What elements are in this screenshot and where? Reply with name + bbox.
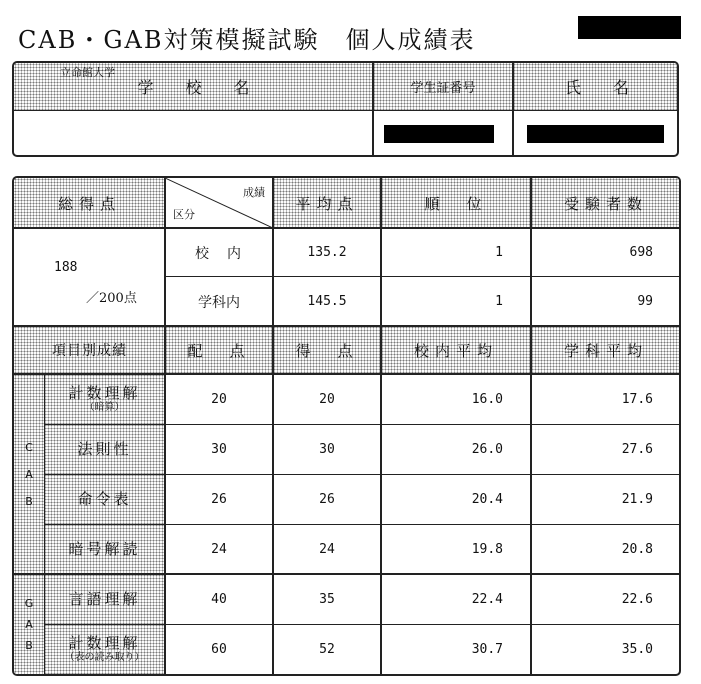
grid-line	[380, 178, 382, 674]
allot-value-text: 30	[211, 441, 227, 457]
dept-avg-value-text: 20.8	[621, 541, 653, 557]
rank-header-label: 順 位	[424, 194, 488, 213]
diag-header	[165, 178, 273, 228]
dept-avg-value-text: 17.6	[621, 391, 653, 407]
school-avg-value-text: 30.7	[471, 641, 503, 657]
grid-line	[165, 276, 681, 277]
allot-value	[165, 524, 273, 574]
school-avg-value	[381, 624, 531, 674]
redacted-name	[527, 125, 664, 143]
item-sub-label: （表の読み取り）	[64, 651, 145, 663]
item-name-label: 法則性	[77, 439, 132, 458]
grid-line	[14, 325, 681, 327]
school-value: 立命館大学	[60, 66, 115, 79]
examinees-school	[531, 228, 681, 277]
school-avg-header-label: 校内平均	[413, 341, 498, 360]
allot-header	[165, 326, 273, 374]
cab-group-label	[14, 374, 44, 574]
grid-line	[14, 573, 681, 575]
allot-value-text: 20	[211, 391, 227, 407]
school-avg-value	[381, 574, 531, 624]
allot-value	[165, 624, 273, 674]
item-name	[44, 424, 165, 474]
examinees-header	[531, 178, 681, 228]
avg-school	[273, 228, 381, 277]
score-value-text: 35	[319, 591, 335, 607]
dept-avg-value	[531, 424, 681, 474]
allot-value-text: 40	[211, 591, 227, 607]
total-score-header	[14, 178, 165, 228]
dept-avg-value	[531, 624, 681, 674]
school-avg-value-text: 19.8	[471, 541, 503, 557]
item-name-label: 言語理解	[68, 589, 141, 608]
allot-value-text: 26	[211, 491, 227, 507]
item-sub-label: （暗算）	[84, 401, 125, 413]
allot-value	[165, 374, 273, 424]
item-header	[14, 326, 165, 374]
cab-letter-b: B	[25, 494, 33, 508]
allot-value	[165, 474, 273, 524]
school-header-label: 学 校 名	[137, 78, 250, 97]
school-avg-value	[381, 474, 531, 524]
grid-line	[44, 424, 681, 425]
allot-value	[165, 424, 273, 474]
avg-dept-value: 145.5	[307, 294, 347, 309]
score-value	[273, 374, 381, 424]
grid-line	[44, 624, 681, 625]
category-dept	[165, 277, 273, 326]
item-name	[44, 374, 165, 424]
school-avg-header	[381, 326, 531, 374]
dept-avg-value-text: 22.6	[621, 591, 653, 607]
allot-value-text: 60	[211, 641, 227, 657]
examinees-dept	[531, 277, 681, 326]
cab-letter-a: A	[25, 467, 33, 481]
school-avg-value-text: 26.0	[471, 441, 503, 457]
rank-dept-value: 1	[495, 294, 503, 309]
redaction-bar	[578, 16, 681, 39]
category-school-label: 校 内	[195, 245, 243, 262]
gab-letter-b: B	[25, 638, 33, 652]
dept-avg-value-text: 21.9	[621, 491, 653, 507]
category-school	[165, 228, 273, 277]
results-table	[12, 176, 681, 676]
score-value	[273, 524, 381, 574]
dept-avg-value	[531, 374, 681, 424]
score-header-label: 得 点	[295, 341, 359, 360]
total-score-value: 188	[54, 260, 78, 275]
rank-dept	[381, 277, 531, 326]
dept-avg-header	[531, 326, 681, 374]
item-name-label: 暗号解読	[68, 539, 141, 558]
item-name-label: 計数理解	[68, 634, 141, 653]
item-name	[44, 524, 165, 574]
dept-avg-header-label: 学科平均	[563, 341, 648, 360]
allot-value	[165, 574, 273, 624]
redacted-student-id	[384, 125, 494, 143]
item-name	[44, 474, 165, 524]
score-value	[273, 574, 381, 624]
item-name	[44, 574, 165, 624]
student-id-header-label: 学生証番号	[410, 81, 476, 96]
diag-top-label: 成績	[243, 186, 265, 199]
gab-group-label	[14, 574, 44, 674]
dept-avg-value	[531, 574, 681, 624]
divider	[372, 63, 374, 157]
school-avg-value-text: 20.4	[471, 491, 503, 507]
grid-line	[14, 373, 681, 375]
average-header	[273, 178, 381, 228]
avg-school-value: 135.2	[307, 245, 347, 260]
item-header-label: 項目別成績	[52, 343, 127, 359]
rank-school-value: 1	[495, 245, 503, 260]
score-value-text: 24	[319, 541, 335, 557]
grid-line	[530, 178, 532, 674]
gab-letter-g: G	[24, 596, 34, 610]
name-header-label: 氏 名	[564, 78, 629, 97]
score-value-text: 20	[319, 391, 335, 407]
grid-line	[272, 178, 274, 674]
total-score-header-label: 総得点	[57, 194, 121, 213]
page-title: CAB・GAB対策模擬試験 個人成績表	[18, 26, 476, 54]
diag-bottom-label: 区分	[173, 208, 195, 221]
dept-avg-value-text: 27.6	[621, 441, 653, 457]
total-score-cell	[14, 228, 165, 326]
school-avg-value-text: 22.4	[471, 591, 503, 607]
item-name-label: 命令表	[77, 489, 132, 508]
divider	[512, 63, 514, 157]
cab-letter-c: C	[25, 440, 33, 454]
item-name-label: 計数理解	[68, 384, 141, 403]
school-avg-value	[381, 524, 531, 574]
score-value-text: 52	[319, 641, 335, 657]
score-value-text: 26	[319, 491, 335, 507]
dept-avg-value	[531, 524, 681, 574]
school-avg-value	[381, 424, 531, 474]
total-score-max: ／200点	[86, 291, 137, 306]
gab-letter-a: A	[25, 617, 33, 631]
dept-avg-value-text: 35.0	[621, 641, 653, 657]
school-avg-value-text: 16.0	[471, 391, 503, 407]
grid-line	[164, 178, 166, 674]
score-value	[273, 624, 381, 674]
grid-line	[44, 524, 681, 525]
rank-header	[381, 178, 531, 228]
student-id-header	[373, 63, 513, 111]
grid-line	[44, 374, 45, 674]
score-header	[273, 326, 381, 374]
school-avg-value	[381, 374, 531, 424]
examinees-dept-value: 99	[637, 294, 653, 309]
allot-value-text: 24	[211, 541, 227, 557]
allot-header-label: 配 点	[187, 341, 251, 360]
examinees-header-label: 受験者数	[563, 194, 648, 213]
grid-line	[14, 227, 681, 229]
name-header	[513, 63, 679, 111]
category-dept-label: 学科内	[198, 294, 240, 311]
score-value	[273, 424, 381, 474]
avg-dept	[273, 277, 381, 326]
grid-line	[44, 474, 681, 475]
score-value	[273, 474, 381, 524]
dept-avg-value	[531, 474, 681, 524]
examinees-school-value: 698	[629, 245, 653, 260]
item-name	[44, 624, 165, 674]
rank-school	[381, 228, 531, 277]
score-value-text: 30	[319, 441, 335, 457]
average-header-label: 平均点	[295, 194, 359, 213]
